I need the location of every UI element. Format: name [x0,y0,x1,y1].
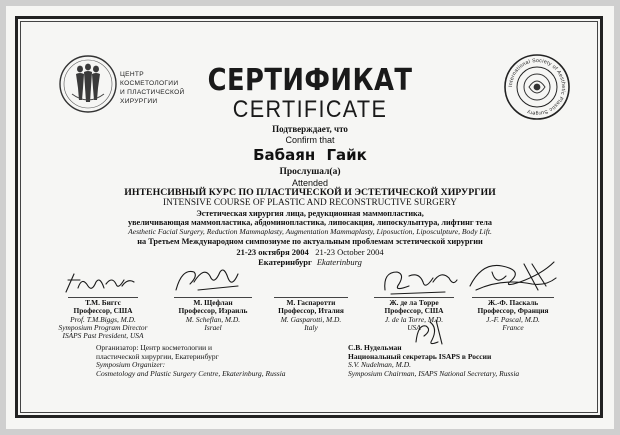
signatory-title-ru: Профессор, Италия [278,306,344,316]
signatory-de-la-torre [360,299,468,332]
signatory-extra: Italy [304,322,318,332]
dates-ru: 21-23 октября 2004 [236,247,309,257]
chairman-title-ru: Национальный секретарь ISAPS в России [348,351,492,361]
signature-biggs [60,268,140,298]
organizer-line: пластической хирургии, Екатеринбург [96,351,219,361]
chairman-name-ru: С.В. Нудельман [348,343,402,352]
organizer-line: Symposium Organizer: [96,360,166,369]
signature-de-la-torre [375,264,461,298]
signatory-name-ru: М. Гаспаротти [286,298,336,307]
signatory-name-en: J.-F. Pascal, M.D. [486,314,540,324]
signatory-scheflan [158,299,268,332]
signatory-title-ru: Профессор, США [73,306,133,316]
signatory-name-ru: Т.М. Биггс [85,298,121,307]
signatory-pascal [458,299,568,332]
dates-en: 21-23 October 2004 [315,247,384,257]
recipient-name: Бабаян Гайк [253,146,367,164]
topics-ru-line: увеличивающая маммопластика, абдоминопластика, липосакция, липоскульптура, лифтинг тела [128,218,492,228]
signature-scheflan [168,262,248,296]
attended-text-en: Attended [291,178,329,188]
organizer-line: Cosmetology and Plastic Surgery Centre, Ekaterinburg, Russia [96,368,286,378]
symposium-text-ru: на Третьем Международном симпозиуме по актуальным проблемам эстетической хирургии [137,237,483,246]
organizer-block [96,344,286,378]
certificate-title-ru: СЕРТИФИКАТ [207,63,413,98]
signatory-extra: France [502,322,524,332]
signatory-extra: Symposium Program Director [58,322,148,332]
confirm-text-ru: Подтверждает, что [272,124,348,134]
organizer-line: Организатор: Центр косметологии и [96,343,213,352]
signatory-name-en: J. de la Torre, M.D. [384,314,444,324]
topics-ru-line: Эстетическая хирургия лица, редукционная маммопластика, [196,209,424,218]
logo-line: ХИРУРГИИ [120,98,158,105]
certificate-title-en: CERTIFICATE [232,96,388,123]
chairman-title-en: Symposium Chairman, ISAPS National Secretary, Russia [348,368,520,378]
chairman-block [348,344,519,378]
topics-en: Aesthetic Facial Surgery, Reduction Mammaplasty, Augmentation Mammaplasty, Liposuction, Liposculpture, Body Lift. [128,227,492,236]
signatory-extra: Israel [204,322,222,332]
seal-ring-text: International Society of Aesthetic Plastic Surgery [507,57,567,117]
logo-line: ЦЕНТР [120,71,144,78]
logo-line: И ПЛАСТИЧЕСКОЙ [120,89,185,96]
attended-text-ru: Прослушал(а) [279,167,341,177]
signatory-extra: USA [407,322,421,332]
signatory-name-en: Prof. T.M.Biggs, M.D. [70,314,136,324]
city-ru: Екатеринбург [258,257,312,267]
course-title-ru: ИНТЕНСИВНЫЙ КУРС ПО ПЛАСТИЧЕСКОЙ И ЭСТЕТИЧЕСКОЙ ХИРУРГИИ [124,187,496,198]
course-title-en: INTENSIVE COURSE OF PLASTIC AND RECONSTRUCTIVE SURGERY [163,198,457,208]
signatory-gasparotti [258,299,364,332]
city-en: Ekaterinburg [316,257,362,267]
signatory-name-ru: Ж. де ла Торре [389,298,439,307]
chairman-name-en: S.V. Nudelman, M.D. [348,360,411,369]
signatory-name-ru: М. Щефлан [193,298,233,307]
signatory-title-ru: Профессор, Франция [477,306,549,316]
signatory-name-en: M. Gasparotti, M.D. [280,314,342,324]
topics-ru [0,209,620,227]
signatory-title-ru: Профессор, США [384,306,444,316]
signatory-biggs [48,299,158,340]
confirm-text-en: Confirm that [285,135,335,145]
signatory-title-ru: Профессор, Израиль [178,306,248,316]
signatory-extra: ISAPS Past President, USA [62,331,144,341]
signatory-name-en: M. Scheflan, M.D. [185,314,241,324]
signature-pascal [462,256,562,298]
signatory-name-ru: Ж.-Ф. Паскаль [487,298,539,307]
logo-line: КОСМЕТОЛОГИИ [120,80,179,87]
